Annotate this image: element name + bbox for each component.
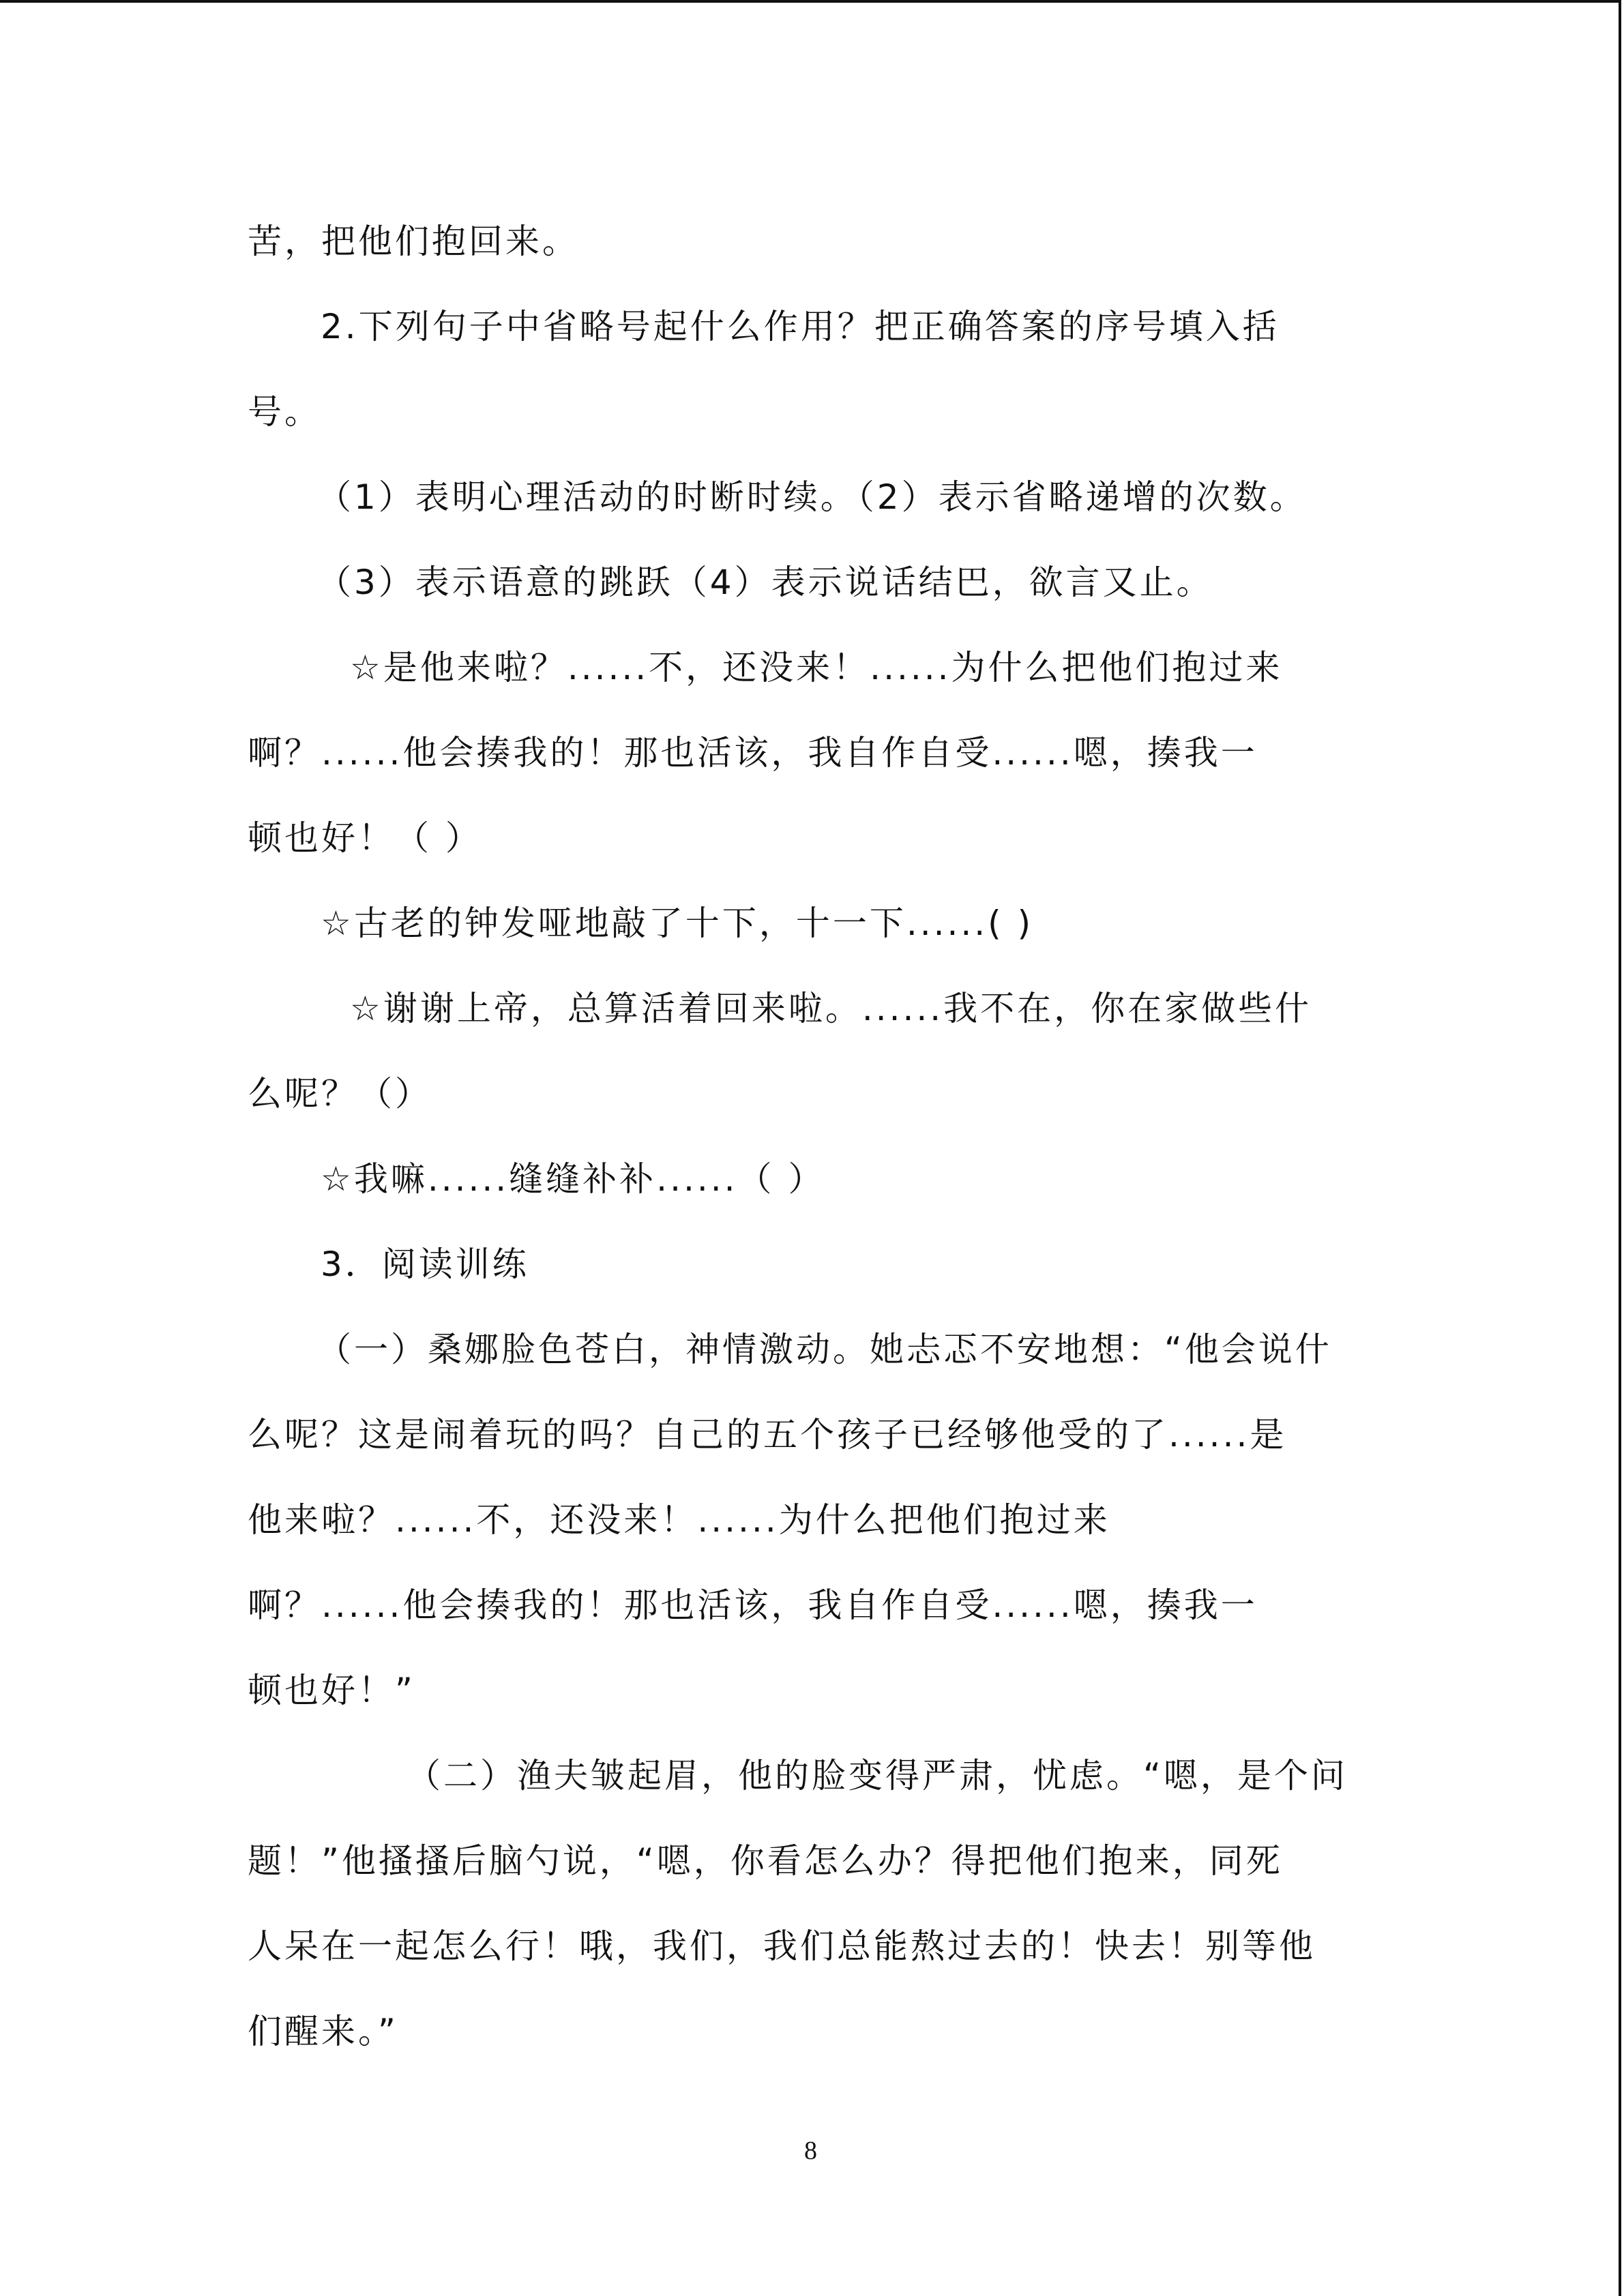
text-line: ☆古老的钟发哑地敲了十下，十一下......( ) bbox=[321, 904, 1034, 943]
text-line: 啊？......他会揍我的！那也活该，我自作自受......嗯，揍我一 bbox=[248, 1585, 1258, 1625]
text-line: 他来啦？......不，还没来！......为什么把他们抱过来 bbox=[248, 1500, 1110, 1540]
text-line: 么呢？（） bbox=[248, 1074, 432, 1114]
text-line: 苦，把他们抱回来。 bbox=[248, 222, 579, 261]
text-line: ☆我嘛......缝缝补补......（ ） bbox=[321, 1159, 825, 1199]
text-line: 题！”他搔搔后脑勺说，“嗯，你看怎么办？得把他们抱来，同死 bbox=[248, 1841, 1283, 1881]
text-line: 号。 bbox=[248, 392, 321, 432]
text-line: 顿也好！（ ） bbox=[248, 818, 482, 858]
text-line: 们醒来。” bbox=[248, 2012, 398, 2051]
text-line: 3．阅读训练 bbox=[321, 1244, 529, 1284]
text-line: 么呢？这是闹着玩的吗？自己的五个孩子已经够他受的了......是 bbox=[248, 1415, 1287, 1455]
text-line: 2.下列句子中省略号起什么作用？把正确答案的序号填入括 bbox=[321, 307, 1280, 346]
text-line: （3）表示语意的跳跃（4）表示说话结巴，欲言又止。 bbox=[317, 563, 1213, 602]
text-line: ☆谢谢上帝，总算活着回来啦。......我不在，你在家做些什 bbox=[350, 989, 1312, 1028]
page-number: 8 bbox=[804, 2136, 817, 2165]
text-line: （一）桑娜脸色苍白，神情激动。她忐忑不安地想：“他会说什 bbox=[317, 1330, 1332, 1369]
text-line: 人呆在一起怎么行！哦，我们，我们总能熬过去的！快去！别等他 bbox=[248, 1926, 1316, 1966]
text-line: （1）表明心理活动的时断时续。（2）表示省略递增的次数。 bbox=[317, 477, 1307, 517]
text-line: 顿也好！” bbox=[248, 1671, 415, 1710]
text-line: 啊？......他会揍我的！那也活该，我自作自受......嗯，揍我一 bbox=[248, 733, 1258, 773]
text-line: （二）渔夫皱起眉，他的脸变得严肃，忧虑。“嗯，是个问 bbox=[407, 1756, 1348, 1795]
text-line: ☆是他来啦？......不，还没来！......为什么把他们抱过来 bbox=[350, 648, 1283, 687]
